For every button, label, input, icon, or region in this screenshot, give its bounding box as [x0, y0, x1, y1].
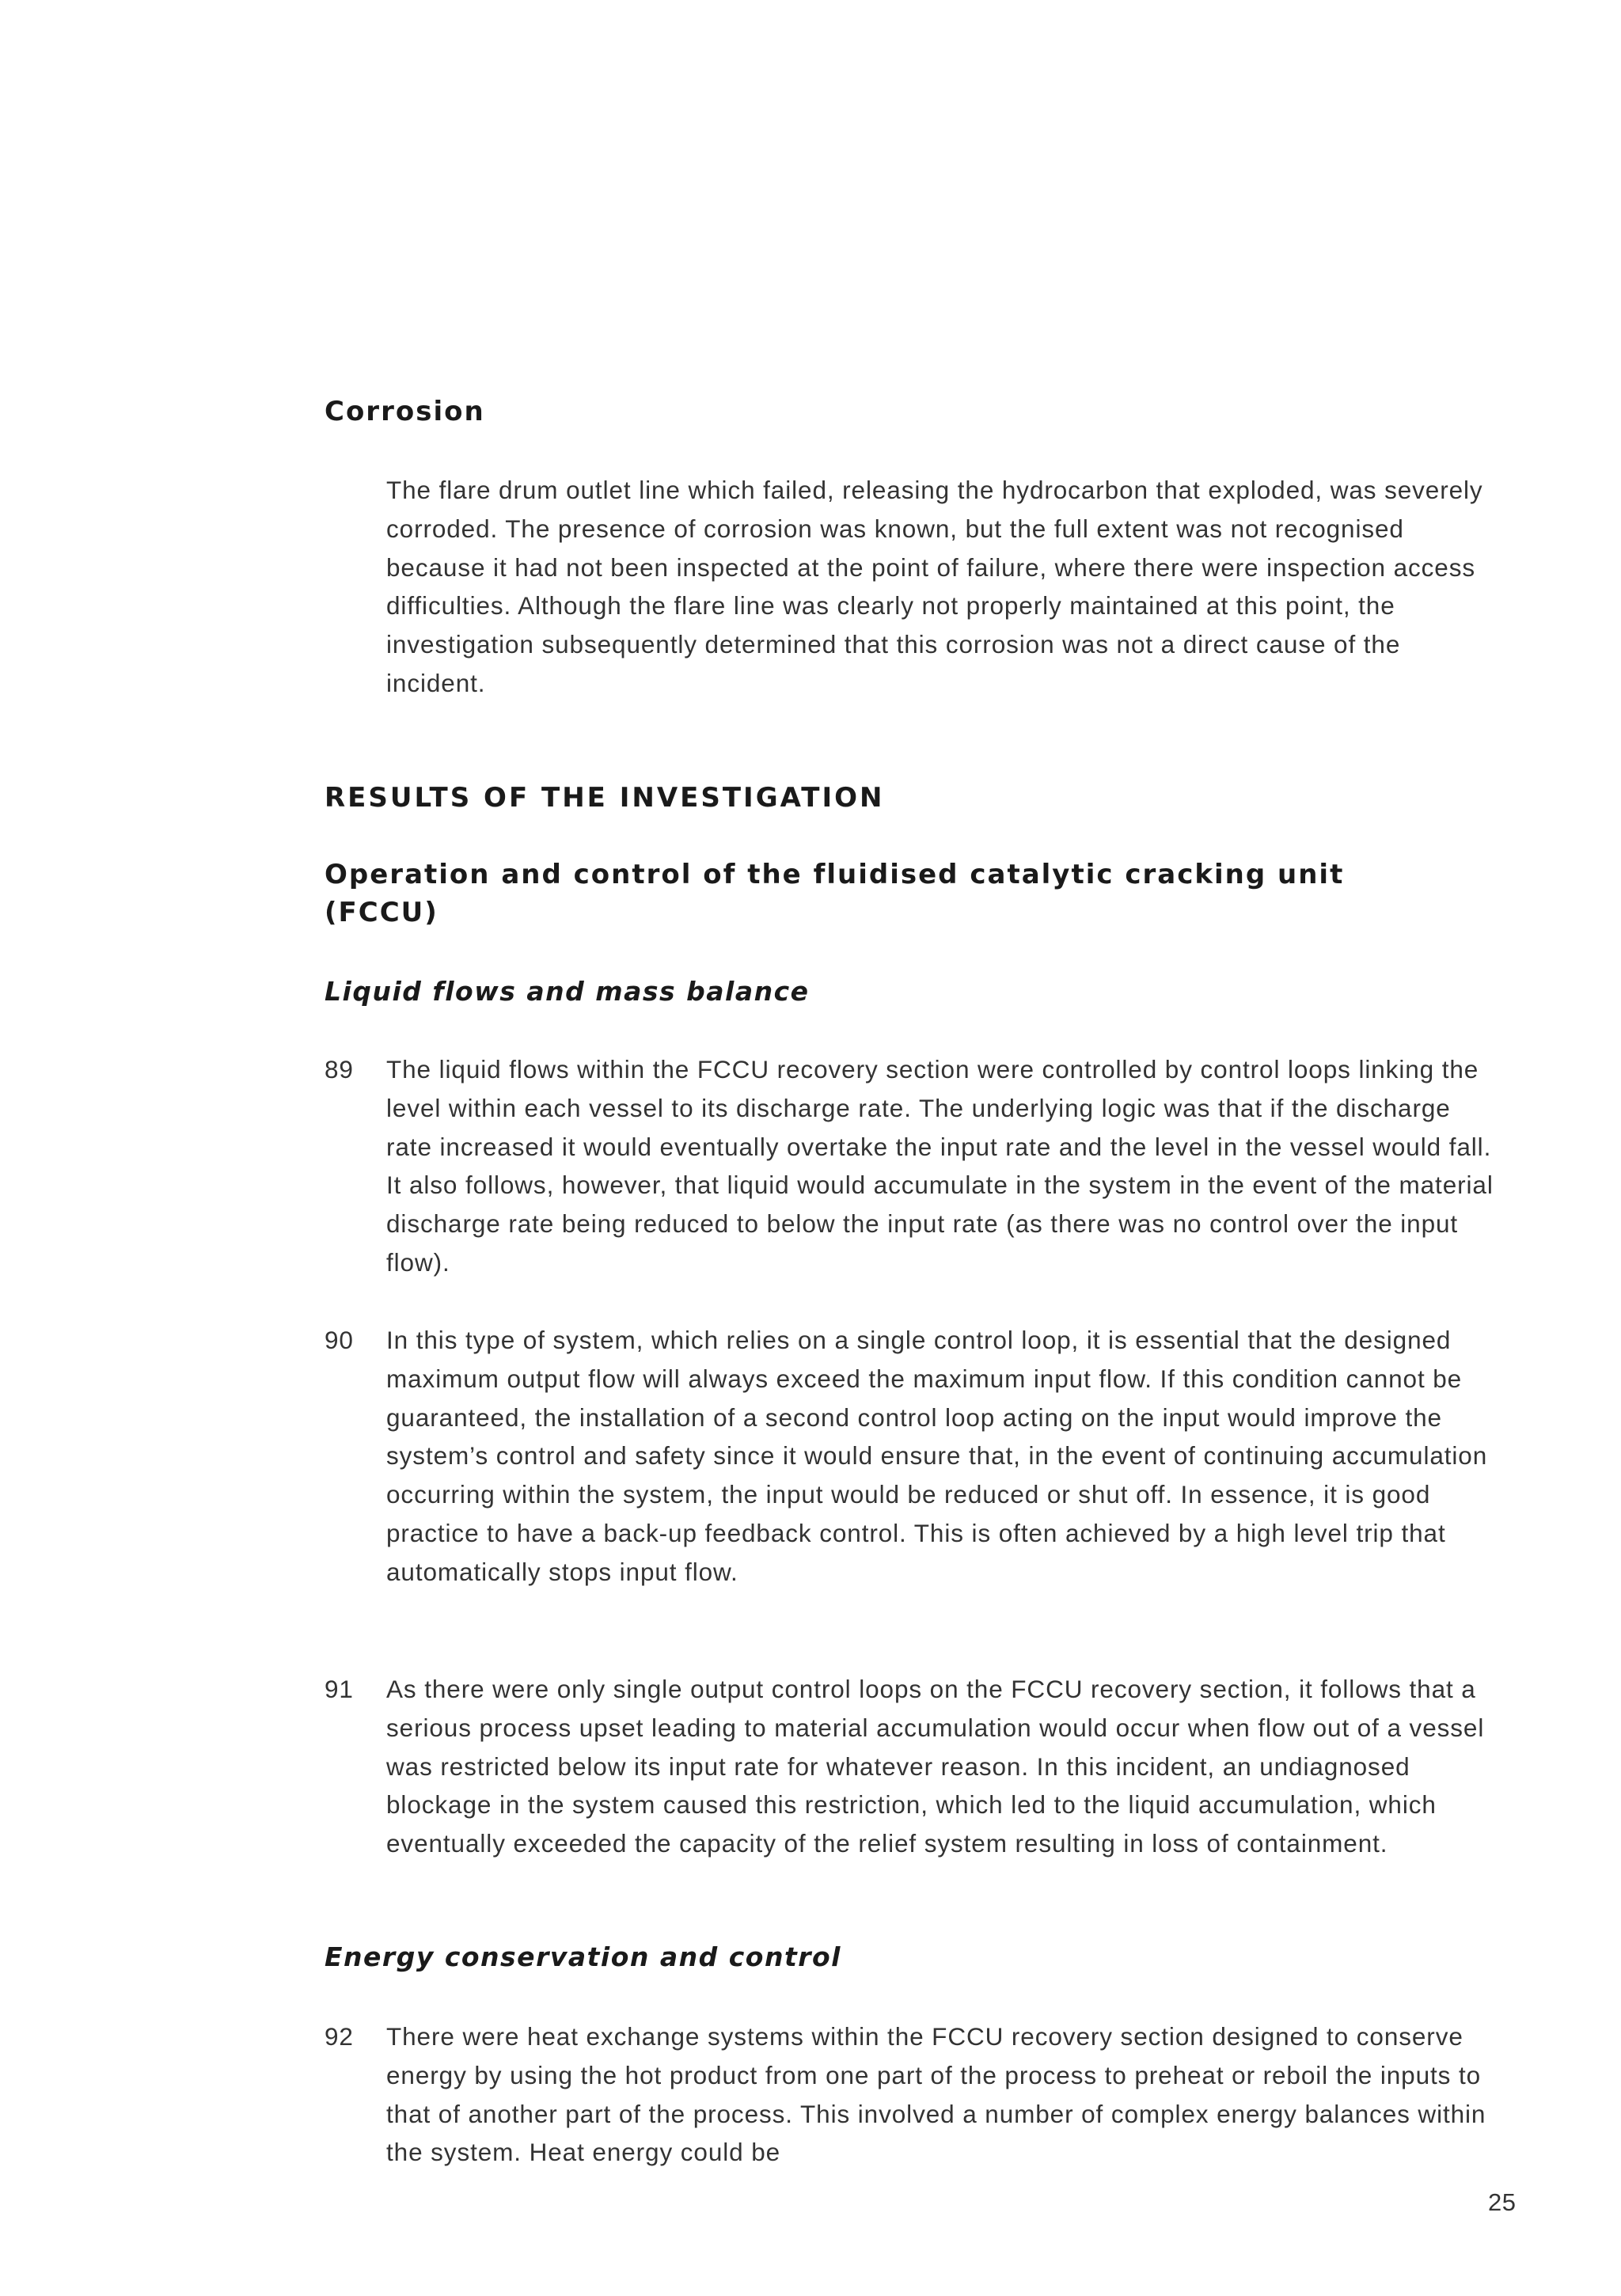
energy-heading: Energy conservation and control	[325, 1941, 841, 1972]
paragraph-number: 91	[325, 1675, 354, 1703]
paragraph-number: 90	[325, 1326, 354, 1354]
paragraph-number: 92	[325, 2022, 354, 2051]
paragraph-number: 89	[325, 1055, 354, 1083]
corrosion-heading: Corrosion	[325, 396, 485, 427]
results-heading: RESULTS OF THE INVESTIGATION	[325, 782, 885, 814]
corrosion-paragraph: The flare drum outlet line which failed, releasing the hydrocarbon that exploded, was severely corroded. The presence of corrosion was known, but the full extent was not recognised because it had not been inspected at the point of failure, where there were inspection access difficulties. Although the flare line was clearly not properly maintained at this point, the investigation subsequently determined that this corrosion was not a direct cause of the incident.	[386, 476, 1483, 697]
paragraph-text: As there were only single output control loops on the FCCU recovery section, it follows that a serious process upset leading to material accumulation would occur when flow out of a vessel was restricted below its input rate for whatever reason. In this incident, an undiagnosed blockage in the system caused this restriction, which led to the liquid accumulation, which eventually exceeded the capacity of the relief system resulting in loss of containment.	[386, 1675, 1485, 1858]
fccu-subheading-line2: (FCCU)	[325, 897, 438, 928]
paragraph-text: The liquid flows within the FCCU recovery section were controlled by control loops linking the level within each vessel to its discharge rate. The underlying logic was that if the discharge rate increased it would eventually overtake the input rate and the level in the vessel would fall. It also follows, however, that liquid would accumulate in the system in the event of the material discharge rate being reduced to below the input rate (as there was no control over the input flow).	[386, 1055, 1494, 1277]
fccu-subheading-line1: Operation and control of the fluidised catalytic cracking unit	[325, 859, 1345, 890]
paragraph-text: There were heat exchange systems within the FCCU recovery section designed to conserve energy by using the hot product from one part of the process to preheat or reboil the inputs to that of another part of the process. This involved a number of complex energy balances within the system. Heat energy could be	[386, 2022, 1486, 2167]
paragraph-text: In this type of system, which relies on a single control loop, it is essential that the designed maximum output flow will always exceed the maximum input flow. If this condition cannot be guaranteed, the installation of a second control loop acting on the input would improve the system’s control and safety since it would ensure that, in the event of continuing accumulation occurring within the system, the input would be reduced or shut off. In essence, it is good practice to have a back-up feedback control. This is often achieved by a high level trip that automatically stops input flow.	[386, 1326, 1488, 1586]
liquid-flows-heading: Liquid flows and mass balance	[325, 976, 810, 1007]
page-number: 25	[1488, 2188, 1517, 2216]
